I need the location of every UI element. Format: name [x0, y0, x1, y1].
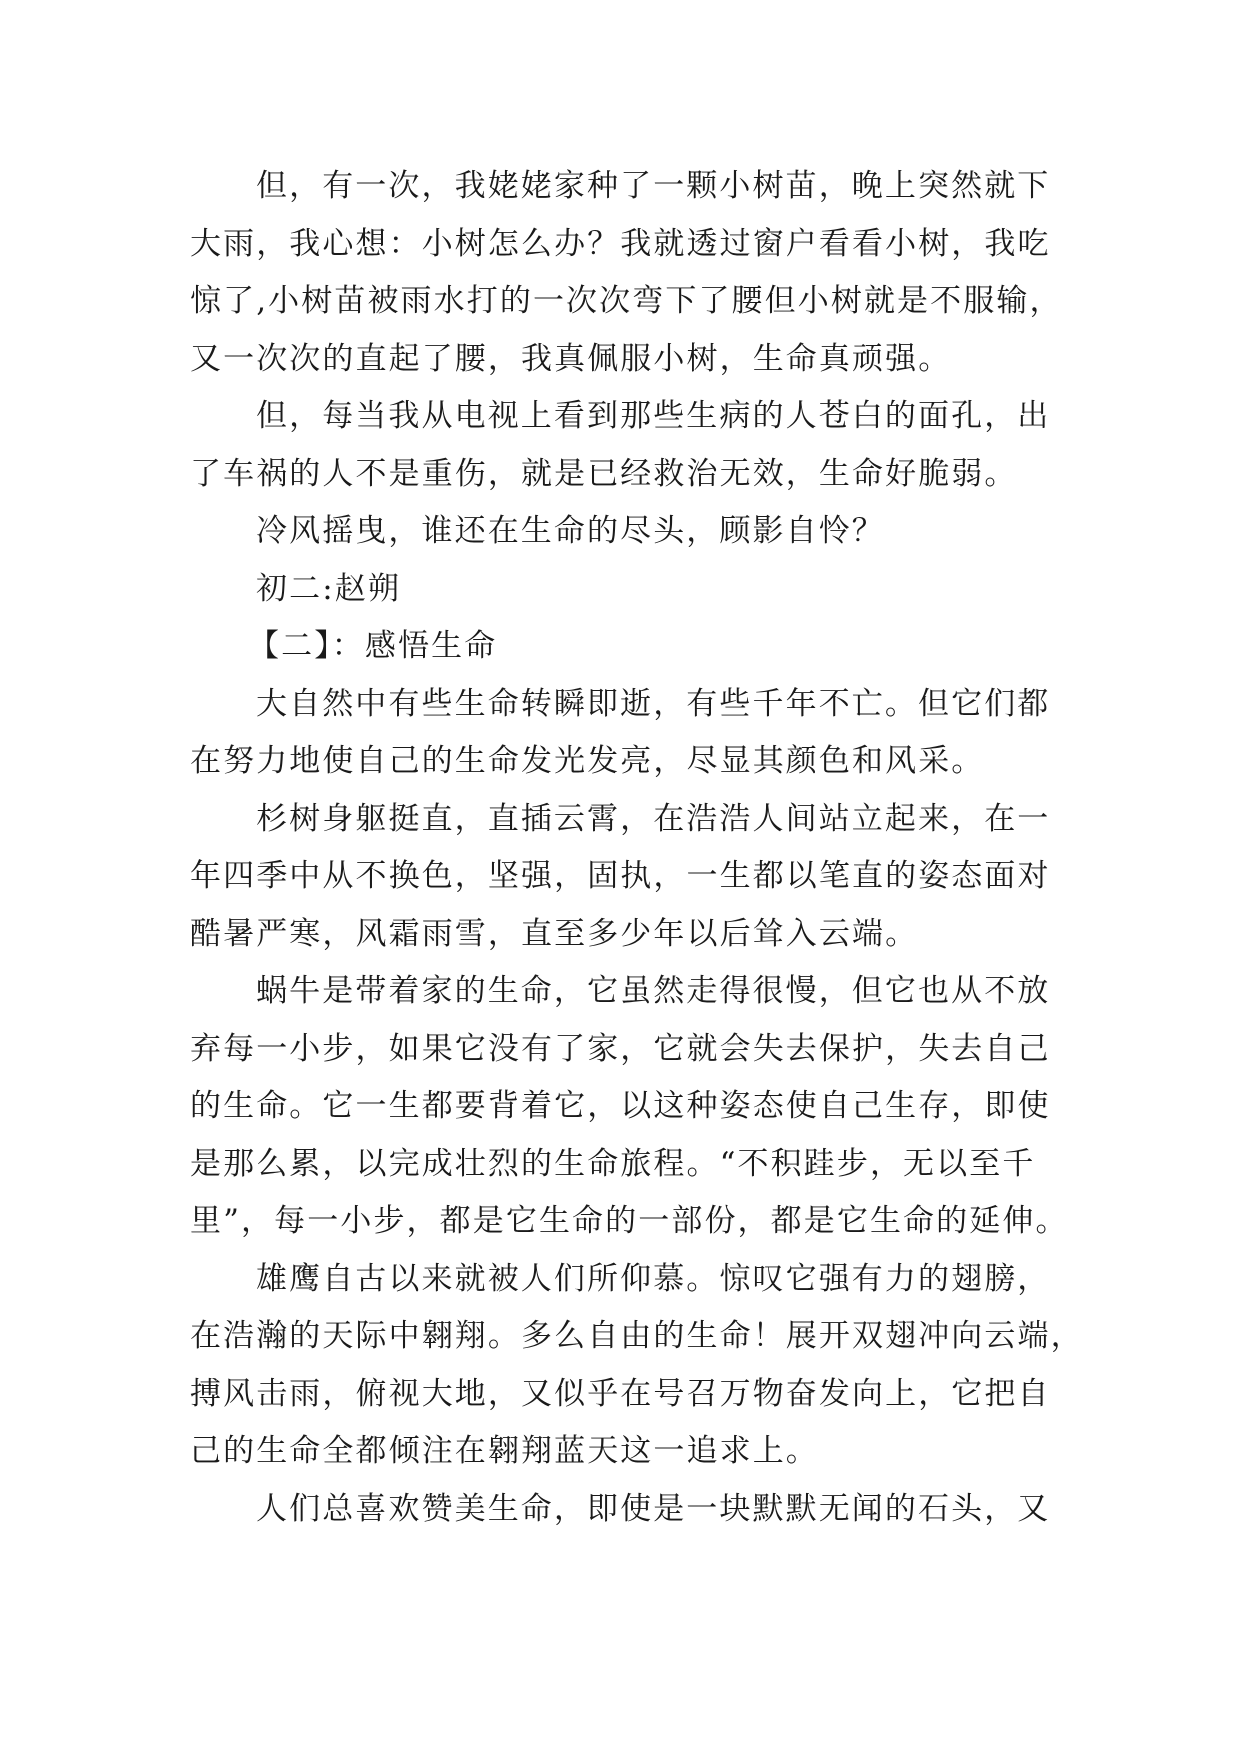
paragraph-line: 是那么累，以完成壮烈的生命旅程。“不积跬步，无以至千 [190, 1145, 1036, 1182]
paragraph-line: 了车祸的人不是重伤，就是已经救治无效，生命好脆弱。 [190, 455, 1018, 492]
paragraph-line: 里”，每一小步，都是它生命的一部份，都是它生命的延伸。 [190, 1203, 1069, 1239]
paragraph-line: 在浩瀚的天际中翱翔。多么自由的生命！展开双翅冲向云端， [190, 1318, 1084, 1354]
paragraph-line: 杉树身躯挺直，直插云霄，在浩浩人间站立起来，在一 [256, 800, 1051, 837]
paragraph-line: 人们总喜欢赞美生命，即使是一块默默无闻的石头，又 [256, 1490, 1051, 1527]
author-line: 初二:赵朔 [256, 570, 401, 607]
paragraph-line: 的生命。它一生都要背着它，以这种姿态使自己生存，即使 [190, 1088, 1051, 1124]
paragraph-line: 惊了,小树苗被雨水打的一次次弯下了腰但小树就是不服输， [190, 283, 1063, 319]
paragraph-line: 弃每一小步，如果它没有了家，它就会失去保护，失去自己 [190, 1030, 1051, 1067]
paragraph-line: 但，每当我从电视上看到那些生病的人苍白的面孔，出 [256, 398, 1051, 434]
paragraph-line: 在努力地使自己的生命发光发亮，尽显其颜色和风采。 [190, 743, 985, 779]
paragraph-line: 又一次次的直起了腰，我真佩服小树，生命真顽强。 [190, 340, 952, 377]
paragraph-line: 蜗牛是带着家的生命，它虽然走得很慢，但它也从不放 [256, 973, 1051, 1009]
paragraph-line: 大雨，我心想：小树怎么办？我就透过窗户看看小树，我吃 [190, 225, 1051, 262]
paragraph-line: 大自然中有些生命转瞬即逝，有些千年不亡。但它们都 [256, 685, 1051, 722]
article-body [190, 158, 1090, 1538]
paragraph-line: 但，有一次，我姥姥家种了一颗小树苗，晚上突然就下 [256, 168, 1051, 204]
paragraph-line: 酷暑严寒，风霜雨雪，直至多少年以后耸入云端。 [190, 915, 919, 952]
paragraph-line: 己的生命全都倾注在翱翔蓝天这一追求上。 [190, 1433, 819, 1469]
paragraph-line: 年四季中从不换色，坚强，固执，一生都以笔直的姿态面对 [190, 858, 1051, 894]
paragraph-line: 搏风击雨，俯视大地，又似乎在号召万物奋发向上，它把自 [190, 1375, 1051, 1412]
paragraph-line: 冷风摇曳，谁还在生命的尽头，顾影自怜？ [256, 513, 885, 549]
paragraph-line: 雄鹰自古以来就被人们所仰慕。惊叹它强有力的翅膀， [256, 1260, 1051, 1297]
section-heading: 【二】：感悟生命 [248, 628, 498, 664]
